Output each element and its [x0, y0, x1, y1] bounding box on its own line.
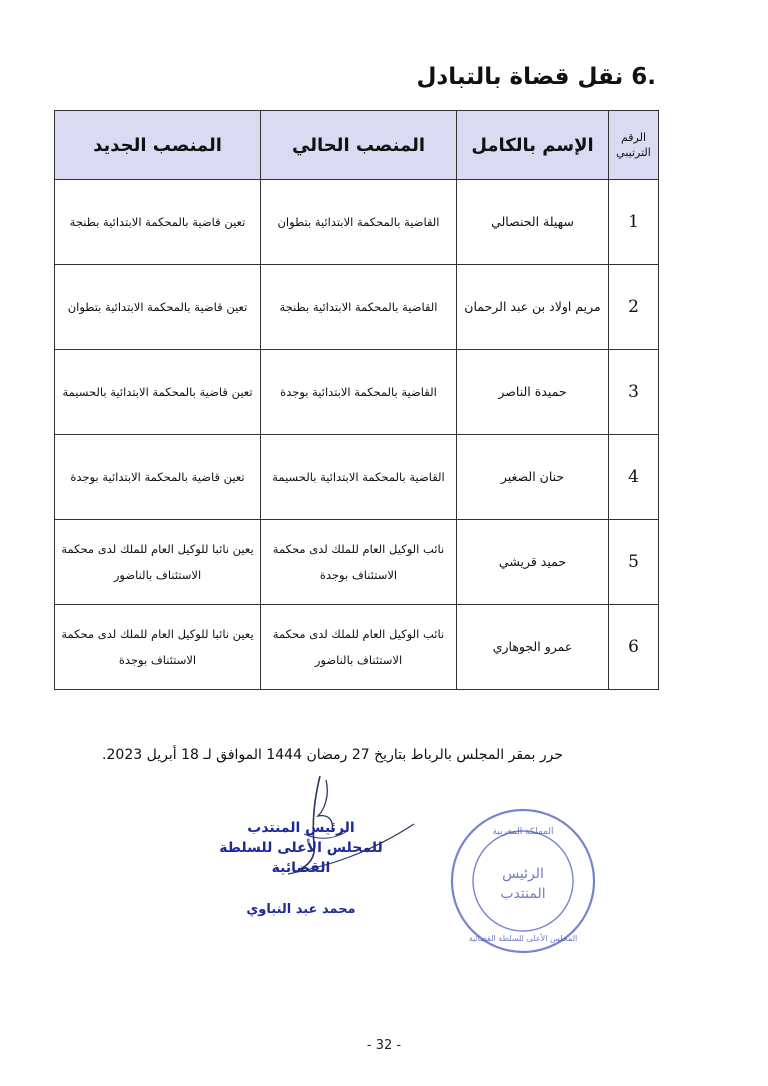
table-row [55, 350, 659, 435]
row-current-position: نائب الوكيل العام للملك لدى محكمة الاستئناف بوجدة [261, 520, 457, 605]
row-new-position: تعين قاضية بالمحكمة الابتدائية بتطوان [55, 265, 261, 350]
svg-text:المجلس الأعلى للسلطة القضائية: المجلس الأعلى للسلطة القضائية [468, 934, 578, 943]
header-current-position: المنصب الحالي [261, 111, 457, 180]
table-row [55, 180, 659, 265]
table-header-row [55, 111, 659, 180]
table-row [55, 520, 659, 605]
row-full-name: حنان الصغير [457, 435, 609, 520]
row-number: 5 [609, 520, 659, 605]
row-new-position: تعين قاضية بالمحكمة الابتدائية بالحسيمة [55, 350, 261, 435]
row-current-position: القاضية بالمحكمة الابتدائية بوجدة [261, 350, 457, 435]
row-current-position: القاضية بالمحكمة الابتدائية بطنجة [261, 265, 457, 350]
issuance-note: حرر بمقر المجلس بالرباط بتاريخ 27 رمضان 1444 الموافق لـ 18 أبريل 2023. [102, 747, 563, 763]
table-row [55, 605, 659, 690]
page-number: - 32 - [366, 1038, 402, 1053]
row-current-position: القاضية بالمحكمة الابتدائية بالحسيمة [261, 435, 457, 520]
row-full-name: حميد قريشي [457, 520, 609, 605]
transfer-table [54, 110, 659, 690]
row-current-position: نائب الوكيل العام للملك لدى محكمة الاستئناف بالناضور [261, 605, 457, 690]
row-full-name: حميدة الناصر [457, 350, 609, 435]
header-new-position: المنصب الجديد [55, 111, 261, 180]
row-new-position: يعين نائبا للوكيل العام للملك لدى محكمة الاستئناف بالناضور [55, 520, 261, 605]
row-full-name: سهيلة الحنصالي [457, 180, 609, 265]
header-full-name: الإسم بالكامل [457, 111, 609, 180]
header-serial-number: الرقم الترتيبي [609, 111, 659, 180]
row-new-position: يعين نائبا للوكيل العام للملك لدى محكمة الاستئناف بوجدة [55, 605, 261, 690]
signature-block [196, 818, 406, 920]
signatory-name: محمد عبد النباوي [246, 902, 356, 917]
row-number: 4 [609, 435, 659, 520]
row-number: 6 [609, 605, 659, 690]
row-number: 1 [609, 180, 659, 265]
signatory-council: للمجلس الأعلى للسلطة القضائية [219, 840, 383, 876]
row-number: 2 [609, 265, 659, 350]
signatory-title: الرئيس المنتدب [247, 820, 355, 836]
row-number: 3 [609, 350, 659, 435]
row-full-name: عمرو الجوهاري [457, 605, 609, 690]
row-new-position: تعين قاضية بالمحكمة الابتدائية بوجدة [55, 435, 261, 520]
row-current-position: القاضية بالمحكمة الابتدائية بتطوان [261, 180, 457, 265]
table-row [55, 435, 659, 520]
section-heading: .6 نقل قضاة بالتبادل [416, 64, 656, 90]
official-seal-stamp [448, 806, 598, 956]
row-full-name: مريم اولاد بن عبد الرحمان [457, 265, 609, 350]
stamp-center-line2: المنتدب [500, 886, 546, 902]
row-new-position: تعين قاضية بالمحكمة الابتدائية بطنجة [55, 180, 261, 265]
svg-text:المملكة المغربية: المملكة المغربية [492, 827, 554, 837]
stamp-center-line1: الرئيس [502, 866, 544, 882]
table-row [55, 265, 659, 350]
